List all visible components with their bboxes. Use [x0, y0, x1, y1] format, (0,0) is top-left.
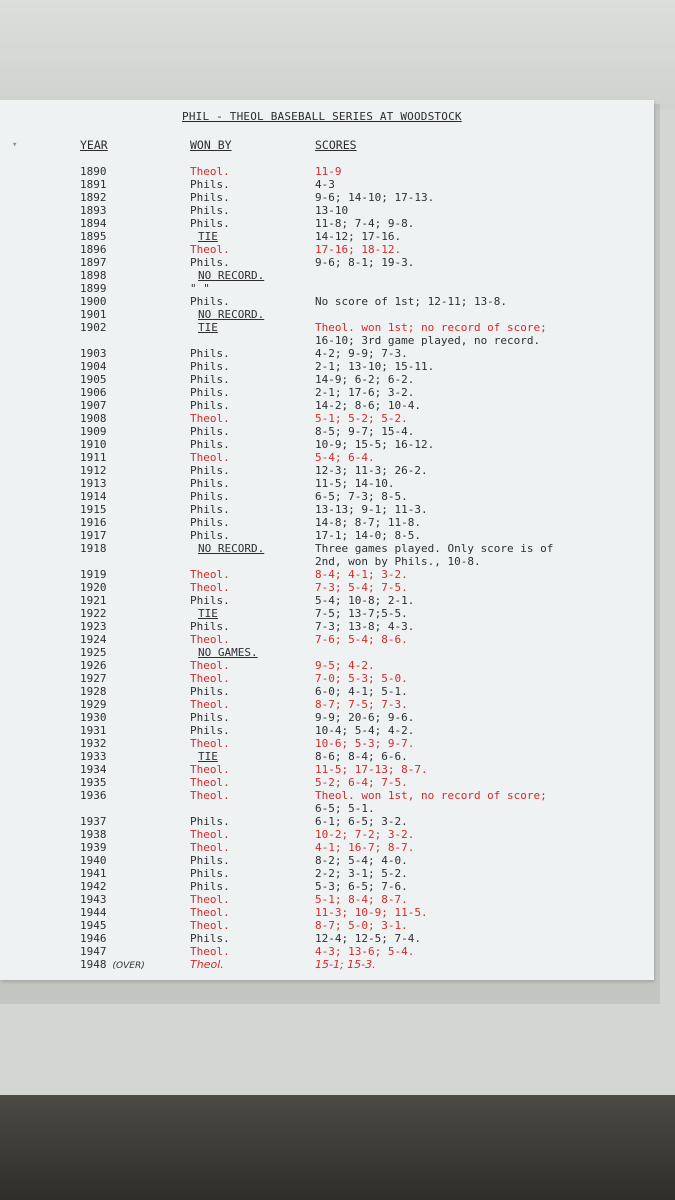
winner-cell: Theol. [190, 958, 224, 971]
year-cell: 1939 [80, 841, 107, 854]
winner-cell: Phils. [190, 620, 230, 633]
score-cell: 11-8; 7-4; 9-8. [315, 217, 415, 230]
table-row [0, 919, 654, 932]
winner-cell: Phils. [190, 360, 230, 373]
winner-cell: Theol. [190, 581, 230, 594]
table-row [0, 425, 654, 438]
winner-cell: TIE [198, 230, 218, 243]
table-row [0, 737, 654, 750]
table-row [0, 880, 654, 893]
year-cell: 1926 [80, 659, 107, 672]
year-cell: 1946 [80, 932, 107, 945]
year-cell: 1941 [80, 867, 107, 880]
year-cell: 1920 [80, 581, 107, 594]
winner-cell: Theol. [190, 919, 230, 932]
score-cell: 9-6; 14-10; 17-13. [315, 191, 435, 204]
year-cell: 1918 [80, 542, 107, 555]
year-cell: 1942 [80, 880, 107, 893]
winner-cell: Phils. [190, 867, 230, 880]
year-cell: 1913 [80, 477, 107, 490]
winner-cell: Phils. [190, 854, 230, 867]
winner-cell: NO RECORD. [198, 308, 265, 321]
year-cell: 1893 [80, 204, 107, 217]
score-cell: 6-1; 6-5; 3-2. [315, 815, 408, 828]
table-row [0, 763, 654, 776]
year-cell: 1929 [80, 698, 107, 711]
background-wall [0, 0, 675, 110]
winner-cell: Phils. [190, 503, 230, 516]
winner-cell: Phils. [190, 529, 230, 542]
score-cell: 14-9; 6-2; 6-2. [315, 373, 415, 386]
table-row [0, 958, 654, 971]
table-row [0, 360, 654, 373]
year-cell: 1894 [80, 217, 107, 230]
table-row [0, 594, 654, 607]
table-row [0, 490, 654, 503]
winner-cell: Theol. [190, 659, 230, 672]
table-row [0, 269, 654, 282]
column-header-won-by: WON BY [190, 138, 232, 152]
score-cell: 8-2; 5-4; 4-0. [315, 854, 408, 867]
winner-cell: Theol. [190, 893, 230, 906]
table-row [0, 659, 654, 672]
year-cell: 1896 [80, 243, 107, 256]
table-row [0, 906, 654, 919]
year-cell: 1902 [80, 321, 107, 334]
year-cell: 1927 [80, 672, 107, 685]
winner-cell: " " [190, 282, 210, 295]
score-cell: 7-3; 5-4; 7-5. [315, 581, 408, 594]
score-cell: 2-1; 13-10; 15-11. [315, 360, 435, 373]
table-row [0, 477, 654, 490]
winner-cell: Phils. [190, 373, 230, 386]
winner-cell: NO RECORD. [198, 269, 265, 282]
year-cell: 1895 [80, 230, 107, 243]
winner-cell: Phils. [190, 347, 230, 360]
winner-cell: Phils. [190, 295, 230, 308]
table-row [0, 568, 654, 581]
score-continuation: 6-5; 5-1. [315, 802, 375, 815]
table-row [0, 893, 654, 906]
year-cell: 1904 [80, 360, 107, 373]
year-cell: 1908 [80, 412, 107, 425]
year-cell: 1922 [80, 607, 107, 620]
table-row [0, 711, 654, 724]
winner-cell: Phils. [190, 425, 230, 438]
winner-cell: Theol. [190, 568, 230, 581]
year-cell: 1937 [80, 815, 107, 828]
score-cell: 10-9; 15-5; 16-12. [315, 438, 435, 451]
winner-cell: Theol. [190, 906, 230, 919]
page-title: PHIL - THEOL BASEBALL SERIES AT WOODSTOCK [182, 110, 462, 123]
year-cell: 1934 [80, 763, 107, 776]
winner-cell: Theol. [190, 776, 230, 789]
score-cell: 8-6; 8-4; 6-6. [315, 750, 408, 763]
table-row [0, 373, 654, 386]
score-cell: 13-10 [315, 204, 349, 217]
year-cell: 1940 [80, 854, 107, 867]
table-row [0, 516, 654, 529]
year-cell: 1910 [80, 438, 107, 451]
margin-mark: ▾ [12, 140, 18, 150]
table-row [0, 217, 654, 230]
winner-cell: Phils. [190, 490, 230, 503]
table-row [0, 633, 654, 646]
year-cell: 1915 [80, 503, 107, 516]
score-cell: 8-5; 9-7; 15-4. [315, 425, 415, 438]
table-row [0, 750, 654, 763]
table-row [0, 828, 654, 841]
table-row [0, 854, 654, 867]
score-cell: 5-4; 10-8; 2-1. [315, 594, 415, 607]
year-cell: 1899 [80, 282, 107, 295]
table-row [0, 399, 654, 412]
winner-cell: TIE [198, 321, 218, 334]
table-row [0, 295, 654, 308]
winner-cell: Theol. [190, 165, 230, 178]
winner-cell: Phils. [190, 217, 230, 230]
winner-cell: Phils. [190, 880, 230, 893]
year-cell: 1945 [80, 919, 107, 932]
year-cell: 1905 [80, 373, 107, 386]
score-cell: 4-3; 13-6; 5-4. [315, 945, 415, 958]
winner-cell: Theol. [190, 945, 230, 958]
year-cell: 1903 [80, 347, 107, 360]
score-cell: 13-13; 9-1; 11-3. [315, 503, 428, 516]
table-row [0, 308, 654, 321]
year-cell: 1944 [80, 906, 107, 919]
winner-cell: Phils. [190, 256, 230, 269]
table-row [0, 191, 654, 204]
year-cell: 1897 [80, 256, 107, 269]
winner-cell: Theol. [190, 451, 230, 464]
year-cell: 1921 [80, 594, 107, 607]
table-row [0, 464, 654, 477]
year-cell: 1901 [80, 308, 107, 321]
year-cell: 1928 [80, 685, 107, 698]
year-cell: 1916 [80, 516, 107, 529]
table-row [0, 178, 654, 191]
score-cell: 8-4; 4-1; 3-2. [315, 568, 408, 581]
year-cell: 1931 [80, 724, 107, 737]
score-cell: 5-2; 6-4; 7-5. [315, 776, 408, 789]
year-cell: 1935 [80, 776, 107, 789]
year-cell: 1943 [80, 893, 107, 906]
table-row [0, 451, 654, 464]
score-cell: 14-2; 8-6; 10-4. [315, 399, 421, 412]
winner-cell: Phils. [190, 685, 230, 698]
table-row [0, 945, 654, 958]
winner-cell: Phils. [190, 399, 230, 412]
score-cell: 8-7; 7-5; 7-3. [315, 698, 408, 711]
table-row [0, 503, 654, 516]
score-cell: 2-1; 17-6; 3-2. [315, 386, 415, 399]
winner-cell: NO GAMES. [198, 646, 258, 659]
score-cell: No score of 1st; 12-11; 13-8. [315, 295, 508, 308]
winner-cell: Phils. [190, 464, 230, 477]
score-cell: 4-1; 16-7; 8-7. [315, 841, 415, 854]
table-row [0, 867, 654, 880]
year-cell: 1912 [80, 464, 107, 477]
table-row [0, 685, 654, 698]
winner-cell: Theol. [190, 412, 230, 425]
winner-cell: Phils. [190, 516, 230, 529]
winner-cell: NO RECORD. [198, 542, 265, 555]
year-cell: 1892 [80, 191, 107, 204]
table-row [0, 204, 654, 217]
year-cell: 1906 [80, 386, 107, 399]
year-cell: 1936 [80, 789, 107, 802]
table-row [0, 789, 654, 802]
score-cell: 11-9 [315, 165, 342, 178]
background-floor [0, 1095, 675, 1200]
year-cell: 1919 [80, 568, 107, 581]
winner-cell: Theol. [190, 841, 230, 854]
winner-cell: Phils. [190, 594, 230, 607]
winner-cell: Theol. [190, 698, 230, 711]
table-row [0, 282, 654, 295]
score-cell: Theol. won 1st, no record of score; [315, 789, 547, 802]
table-row [0, 620, 654, 633]
winner-cell: Phils. [190, 438, 230, 451]
score-continuation: 2nd, won by Phils., 10-8. [315, 555, 481, 568]
score-cell: 15-1; 15-3. [315, 958, 376, 971]
score-cell: 5-4; 6-4. [315, 451, 375, 464]
table-row [0, 581, 654, 594]
score-cell: 11-5; 14-10. [315, 477, 395, 490]
score-cell: 12-4; 12-5; 7-4. [315, 932, 421, 945]
year-cell: 1933 [80, 750, 107, 763]
column-header-year: YEAR [80, 138, 108, 152]
score-cell: Three games played. Only score is of [315, 542, 554, 555]
score-cell: 10-4; 5-4; 4-2. [315, 724, 415, 737]
table-row [0, 256, 654, 269]
score-cell: 5-3; 6-5; 7-6. [315, 880, 408, 893]
year-cell: 1890 [80, 165, 107, 178]
table-row [0, 932, 654, 945]
score-cell: 9-9; 20-6; 9-6. [315, 711, 415, 724]
winner-cell: Theol. [190, 828, 230, 841]
table-row [0, 165, 654, 178]
score-cell: 10-2; 7-2; 3-2. [315, 828, 415, 841]
score-cell: 6-5; 7-3; 8-5. [315, 490, 408, 503]
score-cell: 10-6; 5-3; 9-7. [315, 737, 415, 750]
table-row [0, 347, 654, 360]
score-cell: 5-1; 8-4; 8-7. [315, 893, 408, 906]
year-cell: 1932 [80, 737, 107, 750]
winner-cell: Phils. [190, 932, 230, 945]
winner-cell: Theol. [190, 672, 230, 685]
winner-cell: Theol. [190, 789, 230, 802]
winner-cell: TIE [198, 607, 218, 620]
score-cell: 9-5; 4-2. [315, 659, 375, 672]
score-cell: 9-6; 8-1; 19-3. [315, 256, 415, 269]
column-header-scores: SCORES [315, 138, 357, 152]
year-cell: 1948 (OVER) [80, 958, 145, 971]
over-note: (OVER) [112, 961, 145, 971]
table-row [0, 230, 654, 243]
score-cell: 6-0; 4-1; 5-1. [315, 685, 408, 698]
year-cell: 1914 [80, 490, 107, 503]
table-row [0, 438, 654, 451]
year-cell: 1911 [80, 451, 107, 464]
table-row [0, 698, 654, 711]
winner-cell: Phils. [190, 724, 230, 737]
winner-cell: Theol. [190, 633, 230, 646]
winner-cell: Theol. [190, 737, 230, 750]
year-cell: 1938 [80, 828, 107, 841]
score-cell: 14-8; 8-7; 11-8. [315, 516, 421, 529]
winner-cell: Phils. [190, 815, 230, 828]
table-row [0, 243, 654, 256]
table-row [0, 776, 654, 789]
winner-cell: Phils. [190, 178, 230, 191]
winner-cell: Phils. [190, 191, 230, 204]
table-row [0, 672, 654, 685]
table-row [0, 321, 654, 334]
table-row [0, 529, 654, 542]
table-row [0, 724, 654, 737]
year-cell: 1924 [80, 633, 107, 646]
score-cell: 4-2; 9-9; 7-3. [315, 347, 408, 360]
score-cell: 4-3 [315, 178, 335, 191]
winner-cell: Theol. [190, 243, 230, 256]
score-cell: 7-6; 5-4; 8-6. [315, 633, 408, 646]
score-cell: 12-3; 11-3; 26-2. [315, 464, 428, 477]
table-row [0, 412, 654, 425]
year-cell: 1891 [80, 178, 107, 191]
year-cell: 1909 [80, 425, 107, 438]
table-row [0, 646, 654, 659]
year-cell: 1925 [80, 646, 107, 659]
winner-cell: Theol. [190, 763, 230, 776]
score-cell: 17-1; 14-0; 8-5. [315, 529, 421, 542]
year-cell: 1907 [80, 399, 107, 412]
year-cell: 1930 [80, 711, 107, 724]
winner-cell: Phils. [190, 711, 230, 724]
score-cell: 7-5; 13-7;5-5. [315, 607, 408, 620]
year-cell: 1917 [80, 529, 107, 542]
score-cell: 5-1; 5-2; 5-2. [315, 412, 408, 425]
score-cell: 2-2; 3-1; 5-2. [315, 867, 408, 880]
score-cell: 7-0; 5-3; 5-0. [315, 672, 408, 685]
table-row [0, 841, 654, 854]
year-cell: 1923 [80, 620, 107, 633]
table-row [0, 386, 654, 399]
score-cell: Theol. won 1st; no record of score; [315, 321, 547, 334]
score-cell: 7-3; 13-8; 4-3. [315, 620, 415, 633]
year-cell: 1947 [80, 945, 107, 958]
winner-cell: Phils. [190, 477, 230, 490]
score-cell: 17-16; 18-12. [315, 243, 402, 256]
score-cell: 14-12; 17-16. [315, 230, 402, 243]
score-continuation: 16-10; 3rd game played, no record. [315, 334, 541, 347]
year-cell: 1900 [80, 295, 107, 308]
winner-cell: Phils. [190, 204, 230, 217]
score-cell: 8-7; 5-0; 3-1. [315, 919, 408, 932]
score-cell: 11-5; 17-13; 8-7. [315, 763, 428, 776]
winner-cell: TIE [198, 750, 218, 763]
winner-cell: Phils. [190, 386, 230, 399]
table-row [0, 607, 654, 620]
table-row [0, 815, 654, 828]
score-cell: 11-3; 10-9; 11-5. [315, 906, 428, 919]
year-cell: 1898 [80, 269, 107, 282]
table-row [0, 542, 654, 555]
